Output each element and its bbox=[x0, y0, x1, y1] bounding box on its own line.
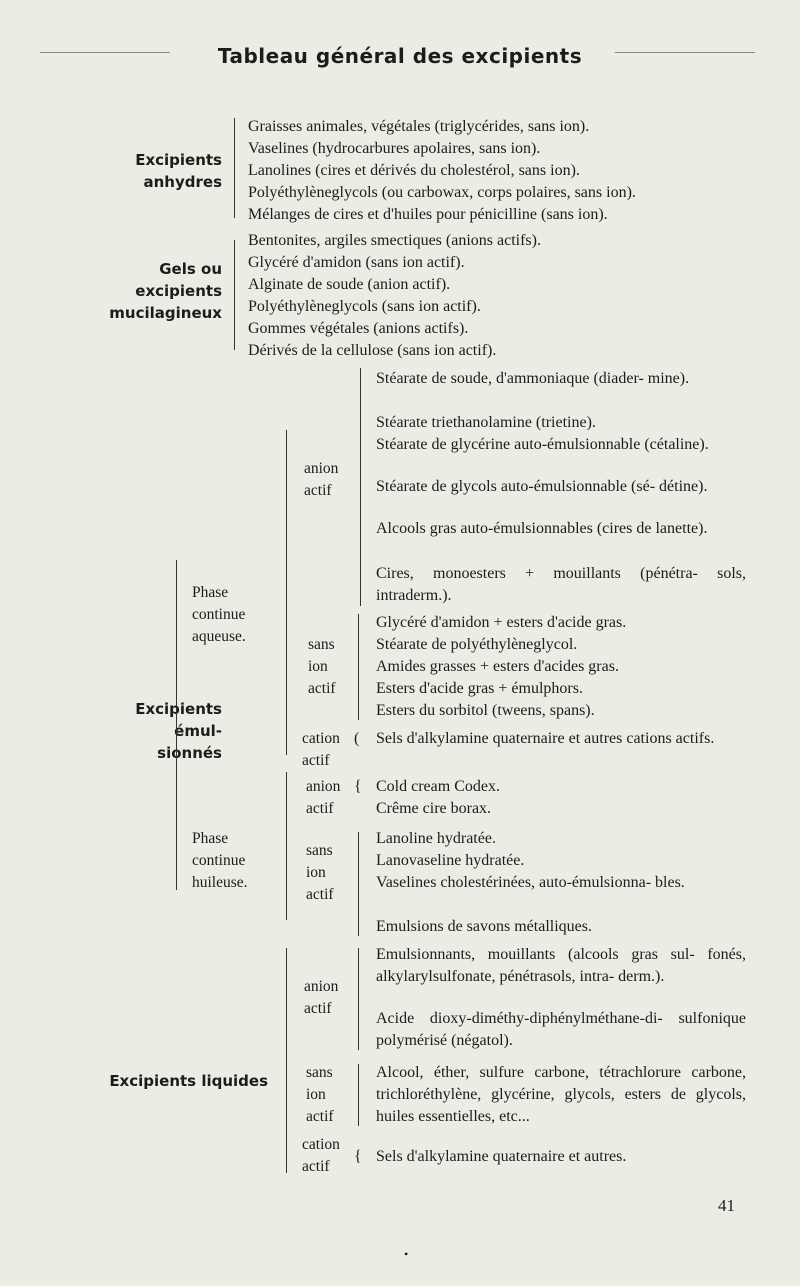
brace-aq-sans-ion bbox=[358, 614, 359, 720]
sub-label-line: anion bbox=[304, 460, 339, 477]
sub-label-line: cation bbox=[302, 730, 340, 747]
sub-label-line: actif bbox=[306, 886, 334, 903]
item-aq-sans-ion: Esters du sorbitol (tweens, spans). bbox=[376, 702, 595, 719]
item-anhydres: Graisses animales, végétales (triglycérides, sans ion). bbox=[248, 118, 590, 135]
brace-phase-huileuse bbox=[286, 772, 287, 920]
sub-label-line: ion bbox=[308, 658, 328, 675]
brace-aq-cation: ( bbox=[354, 730, 360, 747]
category-anhydres bbox=[135, 149, 222, 193]
item-hu-anion: Crême cire borax. bbox=[376, 800, 492, 817]
category-label-line: excipients bbox=[135, 282, 222, 300]
item-hu-anion: Cold cream Codex. bbox=[376, 778, 500, 795]
item-aq-sans-ion: Stéarate de polyéthylèneglycol. bbox=[376, 636, 578, 653]
sub-label-line: actif bbox=[304, 1000, 332, 1017]
cation-actif-label bbox=[302, 728, 340, 772]
item-aq-sans-ion: Glycéré d'amidon + esters d'acide gras. bbox=[376, 614, 627, 631]
phase-aqueuse-label bbox=[192, 582, 246, 648]
sub-label-line: huileuse. bbox=[192, 874, 248, 891]
sub-label-line: anion bbox=[306, 778, 341, 795]
sub-label-line: aqueuse. bbox=[192, 628, 246, 645]
brace-liquides bbox=[286, 948, 287, 1173]
item-anhydres: Vaselines (hydrocarbures apolaires, sans ion). bbox=[248, 140, 541, 157]
sub-label-line: actif bbox=[308, 680, 336, 697]
brace-liq-sans-ion bbox=[358, 1064, 359, 1126]
item-gels: Alginate de soude (anion actif). bbox=[248, 276, 451, 293]
item-liq-sans-ion: Alcool, éther, sulfure carbone, tétrachlorure carbone, trichloréthylène, glycérine, glycols, esters de glycols, huiles essentielles, etc... bbox=[376, 1064, 746, 1125]
sub-label-line: Phase bbox=[192, 830, 229, 847]
category-label-line: anhydres bbox=[143, 173, 222, 191]
category-label-line: sionnés bbox=[157, 744, 222, 762]
item-anhydres: Polyéthylèneglycols (ou carbowax, corps polaires, sans ion). bbox=[248, 184, 636, 201]
anion-actif-label bbox=[306, 776, 340, 820]
brace-anhydres bbox=[234, 118, 235, 218]
item-aq-anion: Stéarate triethanolamine (trietine). bbox=[376, 414, 596, 431]
item-aq-anion: Stéarate de glycérine auto-émulsionnable (cétaline). bbox=[376, 436, 709, 453]
brace-liq-anion bbox=[358, 948, 359, 1050]
sub-label-line: anion bbox=[304, 978, 339, 995]
decorative-dot: • bbox=[404, 1247, 409, 1261]
item-aq-cation: Sels d'alkylamine quaternaire et autres cations actifs. bbox=[376, 730, 715, 747]
sub-label-line: Phase bbox=[192, 584, 229, 601]
item-anhydres: Mélanges de cires et d'huiles pour pénicilline (sans ion). bbox=[248, 206, 608, 223]
brace-gels bbox=[234, 240, 235, 350]
brace-aq-anion bbox=[360, 368, 361, 606]
sans-ion-actif-label bbox=[306, 840, 334, 906]
brace-emulsionnes bbox=[176, 560, 177, 890]
item-gels: Dérivés de la cellulose (sans ion actif). bbox=[248, 342, 497, 359]
category-label-line: émul- bbox=[174, 722, 222, 740]
sub-label-line: ion bbox=[306, 1086, 326, 1103]
page-title: Tableau général des excipients bbox=[217, 44, 583, 68]
item-hu-sans-ion: Lanovaseline hydratée. bbox=[376, 852, 525, 869]
item-aq-anion: Stéarate de soude, d'ammoniaque (diader- mine). bbox=[376, 370, 690, 387]
item-gels: Polyéthylèneglycols (sans ion actif). bbox=[248, 298, 481, 315]
cation-actif-label bbox=[302, 1134, 340, 1178]
item-aq-anion: Alcools gras auto-émulsionnables (cires de lanette). bbox=[376, 520, 708, 537]
brace-hu-sans-ion bbox=[358, 832, 359, 936]
item-hu-sans-ion: Lanoline hydratée. bbox=[376, 830, 496, 847]
sub-label-line: sans bbox=[308, 636, 335, 653]
page-number: 41 bbox=[718, 1196, 735, 1215]
category-liquides bbox=[109, 1070, 268, 1092]
phase-huileuse-label bbox=[192, 828, 248, 894]
item-gels: Gommes végétales (anions actifs). bbox=[248, 320, 469, 337]
item-gels: Bentonites, argiles smectiques (anions actifs). bbox=[248, 232, 541, 249]
brace-liq-cation: { bbox=[354, 1148, 362, 1165]
sub-label-line: actif bbox=[306, 1108, 334, 1125]
item-anhydres: Lanolines (cires et dérivés du cholestérol, sans ion). bbox=[248, 162, 580, 179]
item-aq-anion: Cires, monoesters + mouillants (pénétra- sols, intraderm.). bbox=[376, 565, 746, 604]
sub-label-line: cation bbox=[302, 1136, 340, 1153]
sub-label-line: actif bbox=[302, 1158, 330, 1175]
anion-actif-label bbox=[304, 976, 338, 1020]
sub-label-line: continue bbox=[192, 606, 246, 623]
sub-label-line: continue bbox=[192, 852, 246, 869]
sub-label-line: actif bbox=[306, 800, 334, 817]
item-hu-sans-ion: Vaselines cholestérinées, auto-émulsionna- bles. bbox=[376, 874, 685, 891]
category-emulsionnes bbox=[135, 698, 222, 764]
sub-label-line: actif bbox=[304, 482, 332, 499]
sub-label-line: sans bbox=[306, 1064, 333, 1081]
category-label-line: Excipients bbox=[135, 700, 222, 718]
item-gels: Glycéré d'amidon (sans ion actif). bbox=[248, 254, 465, 271]
brace-phase-aqueuse bbox=[286, 430, 287, 755]
category-label-line: mucilagineux bbox=[109, 304, 222, 322]
anion-actif-label bbox=[304, 458, 338, 502]
item-aq-sans-ion: Esters d'acide gras + émulphors. bbox=[376, 680, 583, 697]
item-hu-sans-ion: Emulsions de savons métalliques. bbox=[376, 918, 592, 935]
item-aq-anion: Stéarate de glycols auto-émulsionnable (sé- détine). bbox=[376, 478, 708, 495]
sub-label-line: actif bbox=[302, 752, 330, 769]
category-gels bbox=[109, 258, 222, 324]
category-label-line: Gels ou bbox=[159, 260, 222, 278]
item-aq-sans-ion: Amides grasses + esters d'acides gras. bbox=[376, 658, 619, 675]
item-liq-cation: Sels d'alkylamine quaternaire et autres. bbox=[376, 1148, 627, 1165]
sans-ion-actif-label bbox=[306, 1062, 334, 1128]
sub-label-line: sans bbox=[306, 842, 333, 859]
item-liq-anion: Acide dioxy-diméthy-diphénylméthane-di- sulfonique polymérisé (négatol). bbox=[376, 1010, 746, 1049]
brace-hu-anion: { bbox=[354, 778, 362, 795]
sub-label-line: ion bbox=[306, 864, 326, 881]
category-label-line: Excipients bbox=[135, 151, 222, 169]
item-liq-anion: Emulsionnants, mouillants (alcools gras sul- fonés, alkylarylsulfonate, pénétrasols, intra- derm.). bbox=[376, 946, 746, 985]
sans-ion-actif-label bbox=[308, 634, 336, 700]
category-label-line: Excipients liquides bbox=[109, 1072, 268, 1090]
